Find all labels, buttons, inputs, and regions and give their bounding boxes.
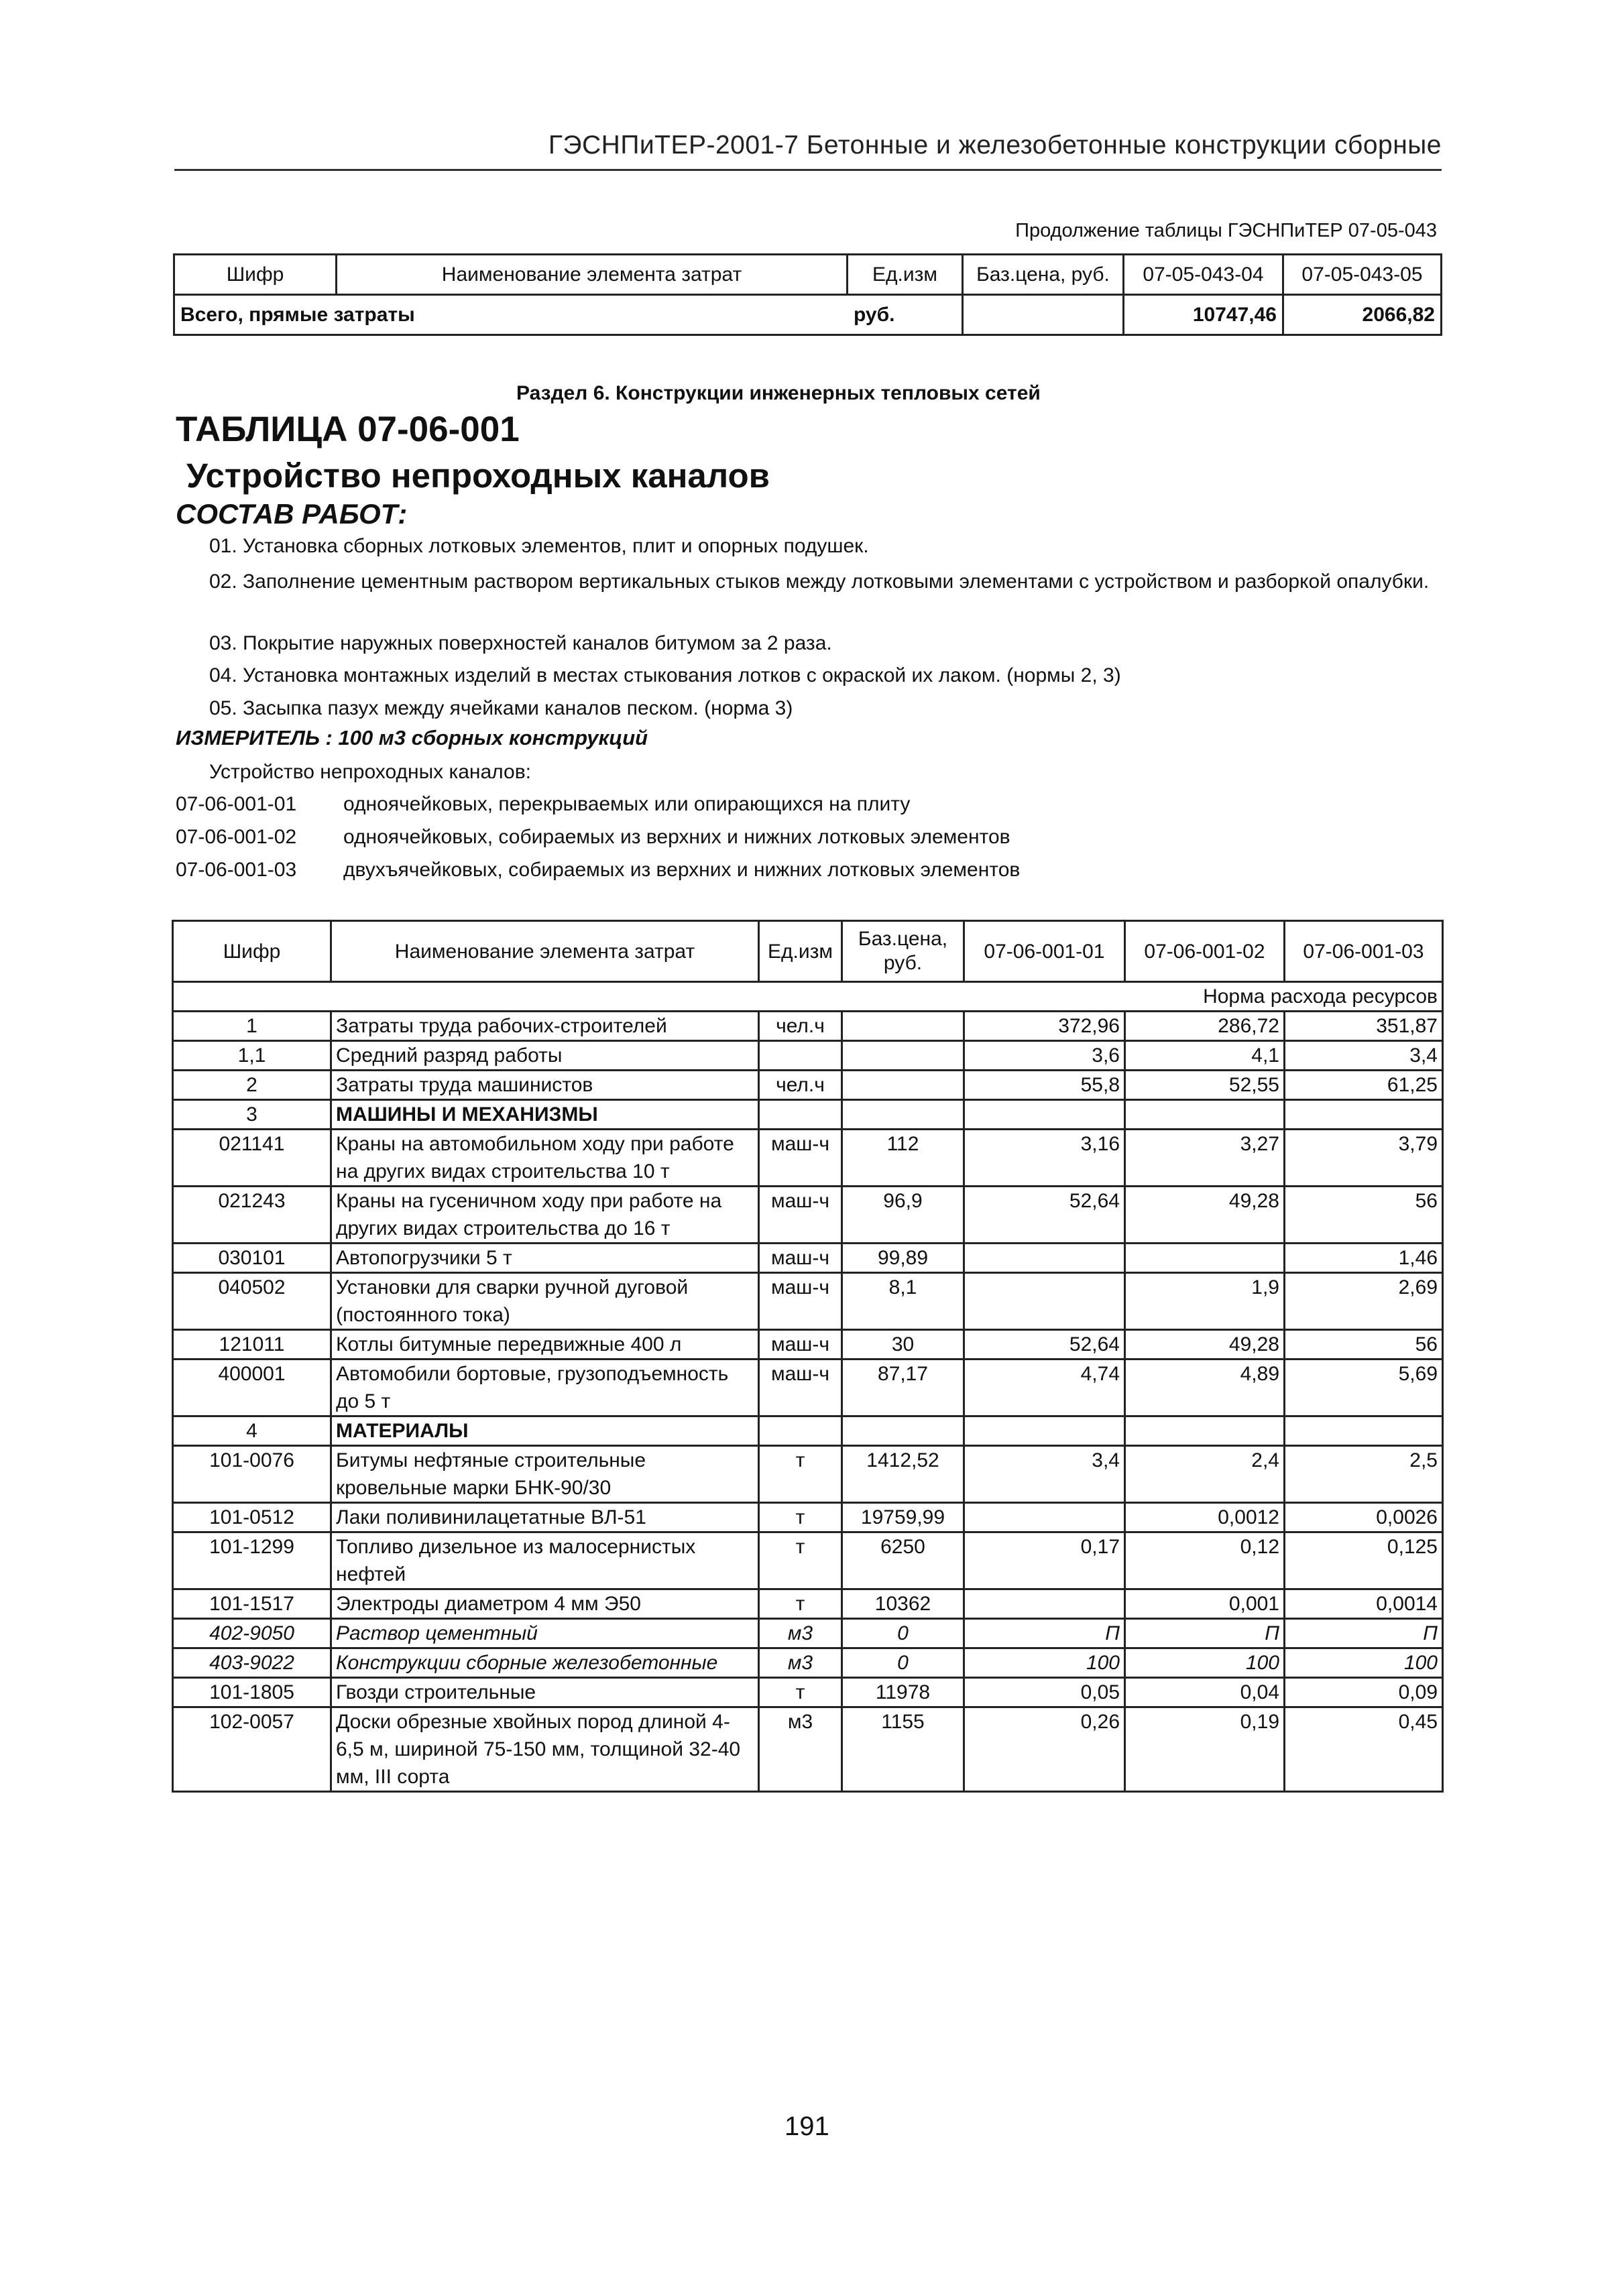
table-row [173, 1619, 1443, 1648]
row-price: 87,17 [842, 1360, 964, 1416]
table-row [173, 1187, 1443, 1244]
row-value: 52,64 [964, 1187, 1125, 1244]
row-value: 2,69 [1285, 1273, 1443, 1330]
row-code: 1,1 [173, 1041, 331, 1071]
col-header-variant: 07-06-001-02 [1125, 921, 1285, 982]
col-header-variant: 07-06-001-03 [1285, 921, 1443, 982]
row-name: Средний разряд работы [331, 1041, 759, 1071]
row-unit: маш-ч [759, 1360, 842, 1416]
row-name: МАШИНЫ И МЕХАНИЗМЫ [331, 1100, 759, 1130]
row-name: Автомобили бортовые, грузоподъемность до 5 т [331, 1360, 759, 1416]
row-code: 040502 [173, 1273, 331, 1330]
row-name: Конструкции сборные железобетонные [331, 1648, 759, 1678]
row-value: 52,55 [1125, 1071, 1285, 1100]
row-value: 2,5 [1285, 1446, 1443, 1503]
table-row [173, 1244, 1443, 1273]
total-label: Всего, прямые затраты [174, 295, 848, 335]
row-price: 112 [842, 1130, 964, 1187]
row-value: П [964, 1619, 1125, 1648]
col-header-unit: Ед.изм [848, 255, 963, 295]
row-value: 3,27 [1125, 1130, 1285, 1187]
row-name: Топливо дизельное из малосернистых нефтей [331, 1532, 759, 1589]
row-value: 3,79 [1285, 1130, 1443, 1187]
variant-text: одноячейковых, собираемых из верхних и нижних лотковых элементов [343, 826, 1010, 848]
row-value: 0,12 [1125, 1532, 1285, 1589]
row-value: 55,8 [964, 1071, 1125, 1100]
row-value: 1,9 [1125, 1273, 1285, 1330]
row-price [842, 1416, 964, 1446]
row-name: Краны на гусеничном ходу при работе на других видах строительства до 16 т [331, 1187, 759, 1244]
row-price: 0 [842, 1619, 964, 1648]
row-code: 030101 [173, 1244, 331, 1273]
row-value: 0,19 [1125, 1707, 1285, 1792]
col-header-variant: 07-06-001-01 [964, 921, 1125, 982]
row-name: Раствор цементный [331, 1619, 759, 1648]
row-value: 0,09 [1285, 1678, 1443, 1707]
row-value: 56 [1285, 1187, 1443, 1244]
row-value: 5,69 [1285, 1360, 1443, 1416]
continuation-total-row [174, 295, 1442, 335]
row-value [1125, 1244, 1285, 1273]
table-row [173, 1273, 1443, 1330]
row-value [1125, 1100, 1285, 1130]
resources-table [172, 920, 1444, 1793]
row-value: 49,28 [1125, 1187, 1285, 1244]
variant-code: 07-06-001-02 [176, 826, 297, 848]
row-value: 0,17 [964, 1532, 1125, 1589]
col-header-code: Шифр [173, 921, 331, 982]
variant-text: одноячейковых, перекрываемых или опирающихся на плиту [343, 793, 911, 815]
table-row [173, 1360, 1443, 1416]
row-name: Затраты труда машинистов [331, 1071, 759, 1100]
col-header-name: Наименование элемента затрат [337, 255, 848, 295]
variant-code: 07-06-001-01 [176, 793, 297, 815]
table-row [173, 1503, 1443, 1532]
row-unit: маш-ч [759, 1187, 842, 1244]
table-row [173, 1589, 1443, 1619]
row-price: 1412,52 [842, 1446, 964, 1503]
resources-body [173, 1012, 1443, 1792]
row-value: 0,26 [964, 1707, 1125, 1792]
row-name: Лаки поливинилацетатные ВЛ-51 [331, 1503, 759, 1532]
row-value [1285, 1416, 1443, 1446]
table-row [173, 1071, 1443, 1100]
row-unit: т [759, 1678, 842, 1707]
row-code: 4 [173, 1416, 331, 1446]
row-name: Краны на автомобильном ходу при работе на других видах строительства 10 т [331, 1130, 759, 1187]
row-value: 0,125 [1285, 1532, 1443, 1589]
row-unit: м3 [759, 1707, 842, 1792]
col-header-unit: Ед.изм [759, 921, 842, 982]
row-value: 52,64 [964, 1330, 1125, 1360]
col-header-code: Шифр [174, 255, 337, 295]
row-value: 0,0026 [1285, 1503, 1443, 1532]
norm-label: Норма расхода ресурсов [173, 982, 1443, 1012]
work-item: 03. Покрытие наружных поверхностей каналов битумом за 2 раза. [209, 632, 832, 654]
row-value: 3,4 [964, 1446, 1125, 1503]
row-unit [759, 1041, 842, 1071]
row-value: 0,04 [1125, 1678, 1285, 1707]
row-unit [759, 1100, 842, 1130]
continuation-caption: Продолжение таблицы ГЭСНПиТЕР 07-05-043 [1015, 220, 1437, 241]
section-title: Раздел 6. Конструкции инженерных тепловых сетей [516, 382, 1041, 404]
row-value [964, 1273, 1125, 1330]
row-code: 102-0057 [173, 1707, 331, 1792]
variant-item [176, 826, 1010, 849]
table-title: Устройство непроходных каналов [186, 457, 770, 495]
row-value: 1,46 [1285, 1244, 1443, 1273]
row-value: 351,87 [1285, 1012, 1443, 1041]
page-number: 191 [785, 2112, 829, 2141]
row-code: 3 [173, 1100, 331, 1130]
table-row [173, 1130, 1443, 1187]
row-value: 3,4 [1285, 1041, 1443, 1071]
row-price [842, 1100, 964, 1130]
total-unit: руб. [848, 295, 963, 335]
row-value [1285, 1100, 1443, 1130]
table-row [173, 1532, 1443, 1589]
row-value: 2,4 [1125, 1446, 1285, 1503]
variant-item [176, 859, 1020, 882]
row-value [964, 1589, 1125, 1619]
row-name: Битумы нефтяные строительные кровельные марки БНК-90/30 [331, 1446, 759, 1503]
row-unit: м3 [759, 1619, 842, 1648]
row-value [964, 1100, 1125, 1130]
row-code: 101-1299 [173, 1532, 331, 1589]
row-value: 61,25 [1285, 1071, 1443, 1100]
variant-item [176, 793, 910, 816]
table-row [173, 1446, 1443, 1503]
row-value: П [1125, 1619, 1285, 1648]
row-price: 6250 [842, 1532, 964, 1589]
row-value: 4,89 [1125, 1360, 1285, 1416]
work-item: 04. Установка монтажных изделий в местах стыкования лотков с окраской их лаком. (нормы 2, 3) [209, 664, 1121, 686]
table-row [173, 1041, 1443, 1071]
row-value [964, 1244, 1125, 1273]
row-unit: т [759, 1589, 842, 1619]
table-row [173, 1012, 1443, 1041]
row-name: Котлы битумные передвижные 400 л [331, 1330, 759, 1360]
continuation-table [173, 253, 1442, 336]
work-item: 05. Засыпка пазух между ячейками каналов песком. (норма 3) [209, 697, 793, 719]
table-row [173, 1707, 1443, 1792]
row-value: 372,96 [964, 1012, 1125, 1041]
row-value: 4,1 [1125, 1041, 1285, 1071]
row-unit: т [759, 1503, 842, 1532]
row-value: 3,6 [964, 1041, 1125, 1071]
work-item: 02. Заполнение цементным раствором вертикальных стыков между лотковыми элементами с устройством и разборкой опалубки. [209, 570, 1430, 593]
works-label: СОСТАВ РАБОТ: [176, 498, 408, 530]
row-value: 0,0014 [1285, 1589, 1443, 1619]
col-header-variant: 07-05-043-05 [1283, 255, 1442, 295]
row-price: 96,9 [842, 1187, 964, 1244]
norm-label-row [173, 982, 1443, 1012]
continuation-header-row [174, 255, 1442, 295]
row-value: 3,16 [964, 1130, 1125, 1187]
row-value: 4,74 [964, 1360, 1125, 1416]
row-name: Электроды диаметром 4 мм Э50 [331, 1589, 759, 1619]
row-code: 1 [173, 1012, 331, 1041]
total-value: 10747,46 [1124, 295, 1283, 335]
total-price [963, 295, 1124, 335]
table-row [173, 1330, 1443, 1360]
col-header-price: Баз.цена, руб. [963, 255, 1124, 295]
row-value: 286,72 [1125, 1012, 1285, 1041]
header-rule [174, 169, 1442, 171]
row-unit: маш-ч [759, 1330, 842, 1360]
row-code: 402-9050 [173, 1619, 331, 1648]
row-name: Автопогрузчики 5 т [331, 1244, 759, 1273]
row-unit: чел.ч [759, 1071, 842, 1100]
row-value [964, 1503, 1125, 1532]
row-code: 021141 [173, 1130, 331, 1187]
row-unit: маш-ч [759, 1130, 842, 1187]
table-id: ТАБЛИЦА 07-06-001 [176, 410, 520, 449]
row-value: 100 [1125, 1648, 1285, 1678]
row-name: Доски обрезные хвойных пород длиной 4-6,5 м, шириной 75-150 мм, толщиной 32-40 мм, III сорта [331, 1707, 759, 1792]
row-price: 8,1 [842, 1273, 964, 1330]
table-row [173, 1100, 1443, 1130]
row-name: МАТЕРИАЛЫ [331, 1416, 759, 1446]
variants-intro: Устройство непроходных каналов: [209, 761, 531, 783]
resources-header-row [173, 921, 1443, 982]
row-value [1125, 1416, 1285, 1446]
row-price: 0 [842, 1648, 964, 1678]
row-price: 99,89 [842, 1244, 964, 1273]
variant-text: двухъячейковых, собираемых из верхних и нижних лотковых элементов [343, 859, 1021, 881]
row-value: 49,28 [1125, 1330, 1285, 1360]
row-name: Установки для сварки ручной дуговой (постоянного тока) [331, 1273, 759, 1330]
row-unit: т [759, 1532, 842, 1589]
row-price: 19759,99 [842, 1503, 964, 1532]
row-value: 0,05 [964, 1678, 1125, 1707]
row-value: 0,45 [1285, 1707, 1443, 1792]
row-name: Затраты труда рабочих-строителей [331, 1012, 759, 1041]
row-value: 0,0012 [1125, 1503, 1285, 1532]
work-item: 01. Установка сборных лотковых элементов, плит и опорных подушек. [209, 535, 869, 557]
row-unit [759, 1416, 842, 1446]
row-code: 101-0512 [173, 1503, 331, 1532]
row-code: 121011 [173, 1330, 331, 1360]
row-price: 10362 [842, 1589, 964, 1619]
table-row [173, 1678, 1443, 1707]
row-price: 1155 [842, 1707, 964, 1792]
row-price: 30 [842, 1330, 964, 1360]
row-value: 100 [1285, 1648, 1443, 1678]
row-code: 2 [173, 1071, 331, 1100]
row-unit: маш-ч [759, 1244, 842, 1273]
variant-code: 07-06-001-03 [176, 859, 297, 881]
row-code: 101-0076 [173, 1446, 331, 1503]
row-code: 021243 [173, 1187, 331, 1244]
row-value: 0,001 [1125, 1589, 1285, 1619]
row-value: 56 [1285, 1330, 1443, 1360]
row-unit: маш-ч [759, 1273, 842, 1330]
row-name: Гвозди строительные [331, 1678, 759, 1707]
row-code: 101-1805 [173, 1678, 331, 1707]
table-row [173, 1416, 1443, 1446]
row-price: 11978 [842, 1678, 964, 1707]
row-value: 100 [964, 1648, 1125, 1678]
row-unit: чел.ч [759, 1012, 842, 1041]
row-value: П [1285, 1619, 1443, 1648]
col-header-price: Баз.цена, руб. [842, 921, 964, 982]
total-value: 2066,82 [1283, 295, 1442, 335]
measure-unit: ИЗМЕРИТЕЛЬ : 100 м3 сборных конструкций [176, 726, 648, 749]
row-price [842, 1041, 964, 1071]
row-price [842, 1071, 964, 1100]
row-code: 400001 [173, 1360, 331, 1416]
row-price [842, 1012, 964, 1041]
row-value [964, 1416, 1125, 1446]
row-unit: м3 [759, 1648, 842, 1678]
row-code: 101-1517 [173, 1589, 331, 1619]
running-header: ГЭСНПиТЕР-2001-7 Бетонные и железобетонные конструкции сборные [548, 131, 1442, 160]
col-header-variant: 07-05-043-04 [1124, 255, 1283, 295]
row-unit: т [759, 1446, 842, 1503]
col-header-name: Наименование элемента затрат [331, 921, 759, 982]
row-code: 403-9022 [173, 1648, 331, 1678]
table-row [173, 1648, 1443, 1678]
